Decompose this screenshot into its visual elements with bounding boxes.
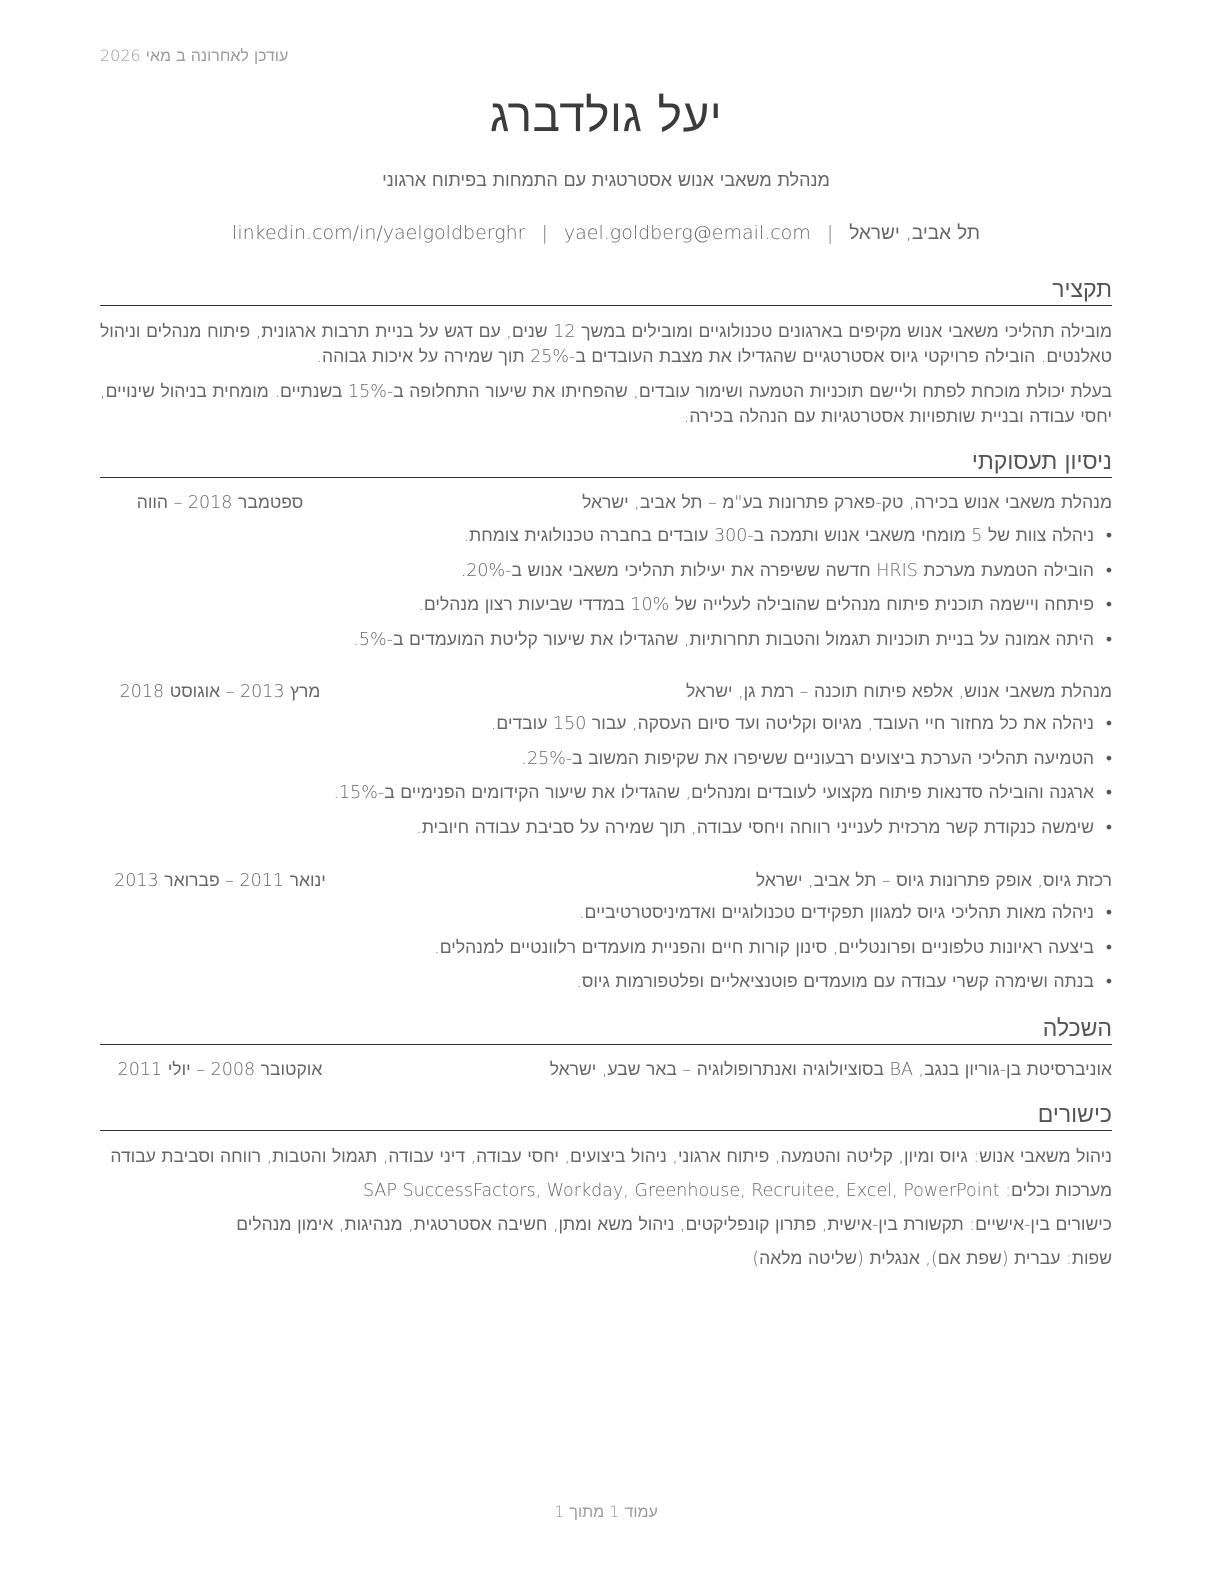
job-bullets [100,524,1112,663]
bullet-icon: • [1105,783,1112,804]
email-link[interactable]: yael.goldberg@email.com [563,222,811,244]
location: תל אביב, ישראל [849,222,980,244]
page-number: עמוד 1 מתוך 1 [554,1502,658,1521]
list-item: • שימשה כנקודת קשר מרכזית לענייני רווחה ויחסי עבודה, תוך שמירה על סביבת עבודה חיובית. [416,818,1112,839]
resume-page [100,0,1112,1584]
list-item: • ניהלה צוות של 5 מומחי משאבי אנוש ותמכה ב-300 עובדים בחברה טכנולוגית צומחת. [463,526,1112,546]
bullet-icon: • [1105,818,1112,839]
separator: | [826,222,834,244]
summary-paragraph-2: בעלת יכולת מוכחת לפתח וליישם תוכניות הטמעה ושימור עובדים, שהפחיתו את שיעור התחלופה ב-15% בשנתיים. מומחית בניהול שינויים, יחסי עבודה ובניית שותפויות אסטרטגיות עם הנהלה בכירה. [100,382,1112,427]
section-title-summary: תקציר [100,275,1112,306]
list-item: • הובילה הטמעת מערכת HRIS חדשה ששיפרה את יעילות תהליכי משאבי אנוש ב-20%. [460,560,1112,581]
bullet-icon: • [1105,630,1112,651]
section-title-experience: ניסיון תעסוקתי [100,447,1112,478]
job-title: מנהלת משאבי אנוש, אלפא פיתוח תוכנה – רמת גן, ישראל [685,682,1112,702]
bullet-icon: • [1105,560,1112,581]
skills-line-languages: שפות: עברית (שפת אם), אנגלית (שליטה מלאה) [752,1249,1112,1269]
bullet-icon: • [1105,903,1112,923]
bullet-icon: • [1105,526,1112,546]
bullet-icon: • [1105,714,1112,734]
list-item: • ניהלה את כל מחזור חיי העובד, מגיוס וקליטה ועד סיום העסקה, עבור 150 עובדים. [490,714,1112,734]
job-dates: מרץ 2013 – אוגוסט 2018 [119,682,321,702]
skills-line-tools: מערכות וכלים: SAP SuccessFactors, Workday, Greenhouse, Recruitee, Excel, PowerPoint [362,1181,1112,1201]
bullet-icon: • [1105,748,1112,769]
skills-line-interpersonal: כישורים בין-אישיים: תקשורת בין-אישית, פתרון קונפליקטים, ניהול משא ומתן, חשיבה אסטרטגית, מנהיגות, אימון מנהלים [236,1215,1112,1235]
education-dates: אוקטובר 2008 – יולי 2011 [117,1060,323,1080]
candidate-name: יעל גולדברג [489,88,723,142]
bullet-icon: • [1105,595,1112,616]
separator: | [541,222,548,244]
linkedin-link[interactable]: linkedin.com/in/yaelgoldberghr [232,222,526,244]
list-item: • היתה אמונה על בניית תוכניות תגמול והטבות תחרותיות, שהגדילו את שיעור קליטת המועמדים ב-5%. [353,630,1112,651]
list-item: • ארגנה והובילה סדנאות פיתוח מקצועי לעובדים ומנהלים, שהגדילו את שיעור הקידומים הפנימיים ב-15%. [333,783,1112,804]
headline: מנהלת משאבי אנוש אסטרטגית עם התמחות בפיתוח ארגוני [382,170,830,191]
skills-line-hr: ניהול משאבי אנוש: גיוס ומיון, קליטה והטמעה, פיתוח ארגוני, ניהול ביצועים, יחסי עבודה, דיני עבודה, תגמול והטבות, רווחה וסביבת עבודה [110,1147,1112,1167]
bullet-icon: • [1105,972,1112,993]
list-item: • פיתחה ויישמה תוכנית פיתוח מנהלים שהובילה לעלייה של 10% במדדי שביעות רצון מנהלים. [418,595,1112,616]
job-dates: ספטמבר 2018 – הווה [136,493,304,513]
contact-line [100,222,1112,245]
job-dates: ינואר 2011 – פברואר 2013 [114,871,326,891]
job-title: מנהלת משאבי אנוש בכירה, טק-פארק פתרונות בע"מ – תל אביב, ישראל [582,493,1112,513]
last-updated: עודכן לאחרונה ב מאי 2026 [100,46,289,65]
list-item: • הטמיעה תהליכי הערכת ביצועים רבעוניים ששיפרו את שקיפות המשוב ב-25%. [521,748,1112,769]
list-item: • בנתה ושימרה קשרי עבודה עם מועמדים פוטנציאליים ופלטפורמות גיוס. [576,972,1112,993]
job-bullets [100,712,1112,851]
education-title: אוניברסיטת בן-גוריון בנגב, BA בסוציולוגיה ואנתרופולוגיה – באר שבע, ישראל [549,1060,1112,1080]
job-bullets [100,901,1112,1005]
section-title-education: השכלה [100,1014,1112,1045]
bullet-icon: • [1105,937,1112,958]
job-title: רכזת גיוס, אופק פתרונות גיוס – תל אביב, ישראל [755,871,1112,891]
list-item: • ביצעה ראיונות טלפוניים ופרונטליים, סינון קורות חיים והפניית מועמדים רלוונטיים למנהלים. [434,937,1112,958]
section-title-skills: כישורים [100,1100,1112,1131]
list-item: • ניהלה מאות תהליכי גיוס למגוון תפקידים טכנולוגיים ואדמיניסטרטיביים. [578,903,1112,923]
summary-paragraph-1: מובילה תהליכי משאבי אנוש מקיפים בארגונים טכנולוגיים ומובילים במשך 12 שנים, עם דגש על בניית תרבות ארגונית, פיתוח מנהלים וניהול טאלנטים. הובילה פרויקטי גיוס אסטרטגיים שהגדילו את מצבת העובדים ב-25% תוך שמירה על איכות גבוהה. [100,322,1112,367]
